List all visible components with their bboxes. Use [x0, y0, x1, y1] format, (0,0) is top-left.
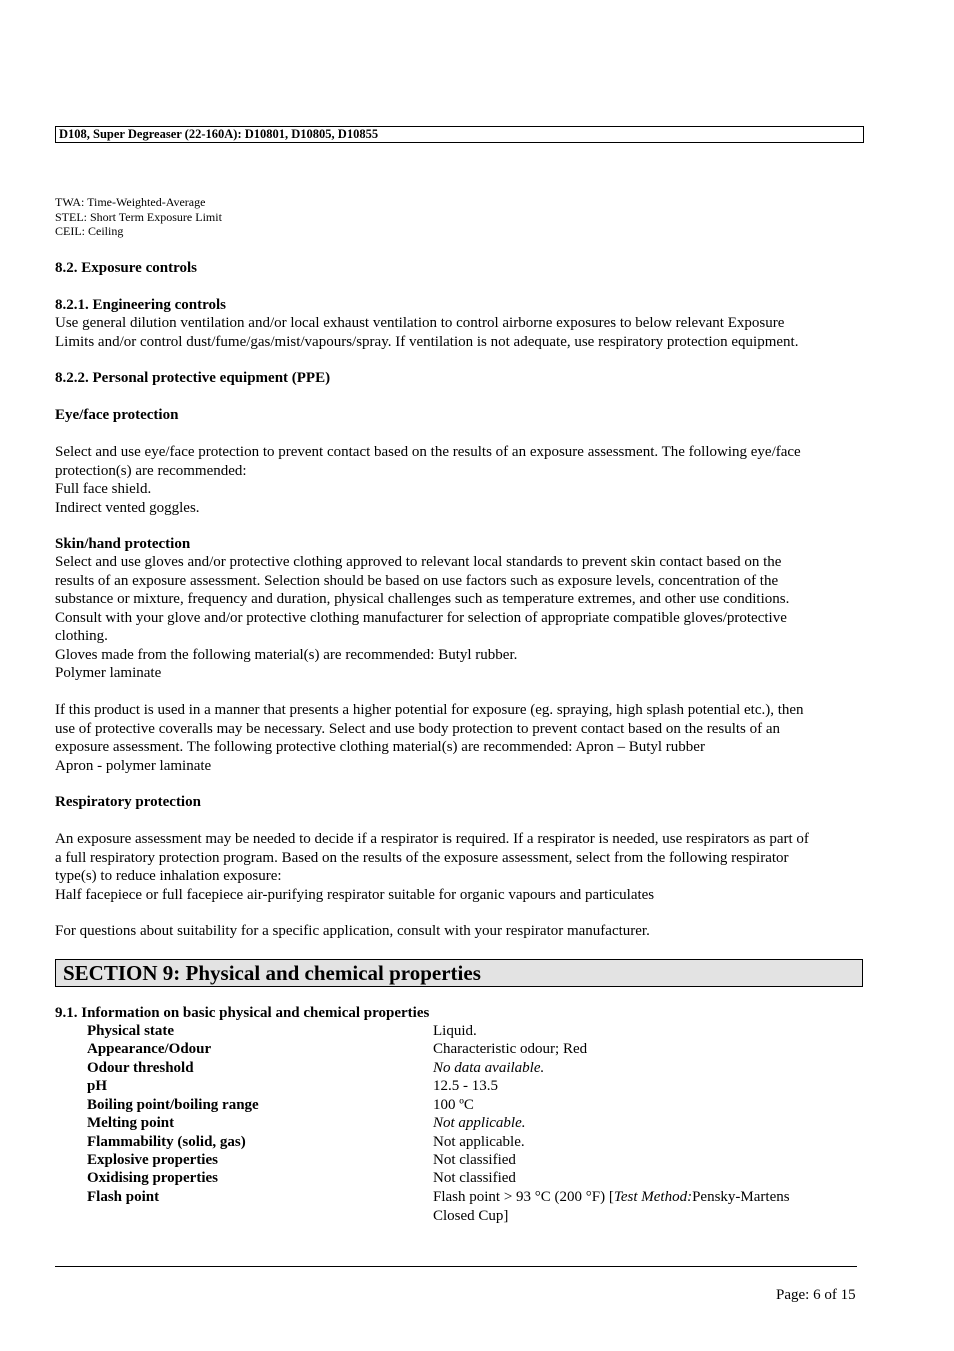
text-line: protection(s) are recommended:: [55, 462, 247, 479]
property-value: Not classified: [433, 1170, 516, 1186]
skin-protection-text: [55, 553, 870, 683]
text-line: results of an exposure assessment. Selection should be based on use factors such as exposure levels, concentration of the: [55, 572, 779, 589]
flash-point-text-line2: Closed Cup]: [433, 1207, 509, 1224]
property-value: 12.5 - 13.5: [433, 1078, 498, 1094]
text-line: Apron - polymer laminate: [55, 757, 212, 774]
text-line: Consult with your glove and/or protective clothing manufacturer for selection of appropriate compatible gloves/protective: [55, 609, 787, 626]
property-label: Flash point: [87, 1189, 160, 1205]
text-line: Half facepiece or full facepiece air-purifying respirator suitable for organic vapours and particulates: [55, 886, 655, 903]
property-value: Liquid.: [433, 1023, 477, 1039]
skin-protection-heading: Skin/hand protection: [55, 536, 191, 552]
ppe-heading: 8.2.2. Personal protective equipment (PPE): [55, 370, 331, 386]
text-line: Polymer laminate: [55, 665, 162, 681]
engineering-controls-text: [55, 314, 870, 351]
property-label: Melting point: [87, 1115, 175, 1131]
text-line: Limits and/or control dust/fume/gas/mist/vapours/spray. If ventilation is not adequate, use respiratory protection equipment.: [55, 333, 799, 350]
product-title: D108, Super Degreaser (22-160A): D10801, D10805, D10855: [59, 127, 379, 141]
property-label: Odour threshold: [87, 1060, 194, 1076]
abbreviation-ceil: CEIL: Ceiling: [55, 224, 124, 238]
text-line: use of protective coveralls may be necessary. Select and use body protection to prevent contact based on the results of an: [55, 720, 781, 737]
text-line: Full face shield.: [55, 481, 152, 497]
abbreviation-list: [55, 195, 222, 239]
text-line: clothing.: [55, 628, 108, 644]
exposure-controls-heading: 8.2. Exposure controls: [55, 260, 197, 276]
text-line: Select and use eye/face protection to prevent contact based on the results of an exposure assessment. The following eye/face: [55, 444, 801, 460]
eye-protection-text: [55, 443, 870, 517]
property-value: Not classified: [433, 1152, 516, 1168]
section-9-title: SECTION 9: Physical and chemical properties: [63, 961, 481, 985]
property-label: pH: [87, 1078, 108, 1094]
property-label: Boiling point/boiling range: [87, 1097, 259, 1113]
property-label: Physical state: [87, 1023, 175, 1039]
property-label: Explosive properties: [87, 1152, 218, 1168]
text-line: substance or mixture, frequency and duration, physical challenges such as temperature extremes, and other use conditions.: [55, 591, 790, 607]
engineering-controls-heading: 8.2.1. Engineering controls: [55, 297, 226, 313]
property-value: No data available.: [433, 1060, 545, 1076]
property-label: Appearance/Odour: [87, 1041, 212, 1057]
respirator-note: For questions about suitability for a specific application, consult with your respirator manufacturer.: [55, 923, 650, 939]
eye-protection-heading: Eye/face protection: [55, 407, 179, 423]
text-line: If this product is used in a manner that presents a higher potential for exposure (eg. spraying, high splash potential etc.), then: [55, 702, 804, 718]
section-9-subheading: 9.1. Information on basic physical and chemical properties: [55, 1005, 430, 1021]
text-line: Use general dilution ventilation and/or local exhaust ventilation to control airborne exposures to below relevant Exposure: [55, 315, 785, 331]
property-value: Not applicable.: [433, 1115, 526, 1131]
document-header: [55, 126, 864, 143]
section-9-banner: [55, 959, 863, 987]
property-value: Characteristic odour; Red: [433, 1041, 588, 1057]
text-line: An exposure assessment may be needed to decide if a respirator is required. If a respirator is needed, use respirators as part of: [55, 831, 809, 847]
abbreviation-twa: TWA: Time-Weighted-Average: [55, 195, 206, 209]
text-line: Indirect vented goggles.: [55, 499, 200, 516]
text-line: type(s) to reduce inhalation exposure:: [55, 868, 282, 884]
property-value: 100 ºC: [433, 1097, 474, 1113]
page-number: Page: 6 of 15: [776, 1287, 856, 1303]
text-line: Select and use gloves and/or protective clothing approved to relevant local standards to prevent skin contact based on the: [55, 554, 782, 570]
text-line: Gloves made from the following material(s) are recommended: Butyl rubber.: [55, 646, 518, 663]
footer-divider: [55, 1266, 857, 1267]
property-label: Oxidising properties: [87, 1170, 218, 1186]
property-label: Flammability (solid, gas): [87, 1134, 246, 1150]
body-protection-text: [55, 701, 870, 775]
flash-point-text: Flash point > 93 °C (200 °F) [: [433, 1189, 614, 1205]
flash-point-value: [433, 1188, 843, 1225]
abbreviation-stel: STEL: Short Term Exposure Limit: [55, 209, 222, 224]
test-method-label: Test Method:: [613, 1189, 693, 1205]
test-method-name: Pensky-Martens: [692, 1189, 790, 1205]
text-line: exposure assessment. The following protective clothing material(s) are recommended: Apron – Butyl rubber: [55, 739, 705, 755]
respiratory-protection-heading: Respiratory protection: [55, 794, 201, 810]
property-value: Not applicable.: [433, 1134, 525, 1150]
text-line: a full respiratory protection program. Based on the results of the exposure assessment, select from the following respirator: [55, 849, 789, 866]
respiratory-protection-text: [55, 830, 870, 904]
